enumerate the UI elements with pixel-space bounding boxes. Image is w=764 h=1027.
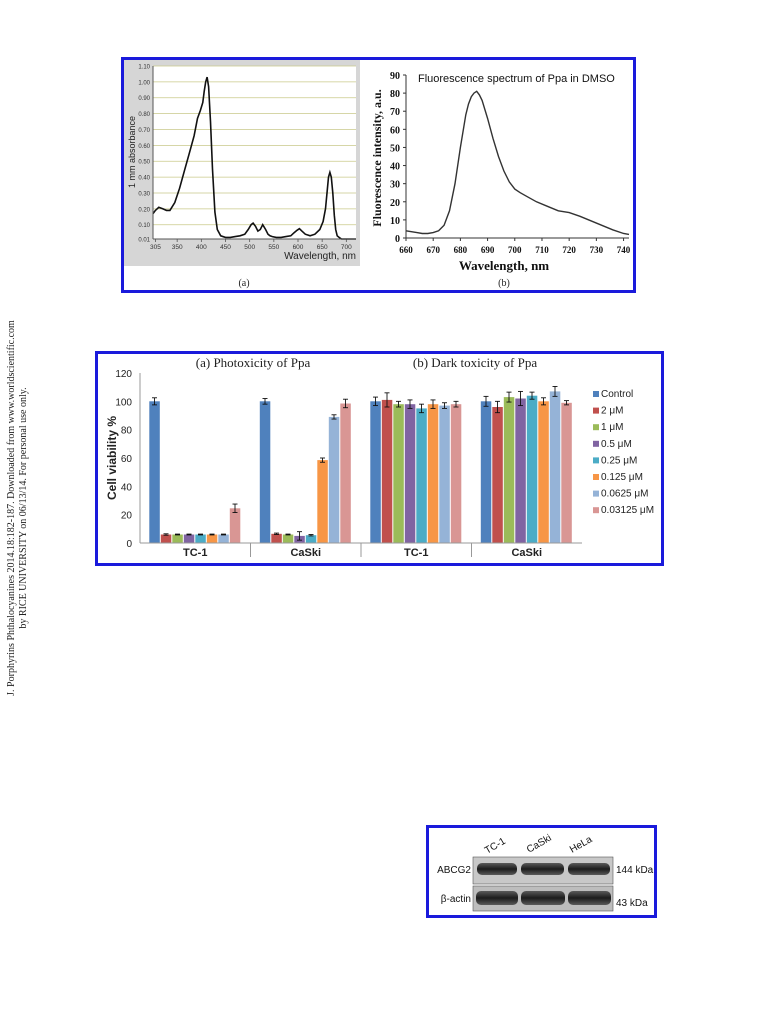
legend-swatch: [593, 474, 599, 480]
legend-swatch: [593, 408, 599, 414]
bar: [527, 396, 538, 543]
row-label-actin: β-actin: [440, 894, 471, 905]
bar: [416, 408, 427, 543]
bar: [439, 406, 450, 543]
actin-band-caski: [521, 891, 565, 905]
fluorescence-title: Fluorescence spectrum of Ppa in DMSO: [418, 73, 615, 85]
bar: [382, 400, 393, 543]
absorbance-y-axis-label: 1 mm absorbance: [127, 115, 137, 189]
fluorescence-y-tick-label: 80: [390, 89, 400, 101]
spectra-svg: [124, 60, 633, 290]
absorbance-y-tick-label: 0.50: [138, 159, 150, 166]
error-bar: [198, 534, 203, 535]
bar: [504, 397, 515, 543]
absorbance-y-tick-label: 0.70: [138, 127, 150, 134]
absorbance-x-axis-label: Wavelength, nm: [284, 251, 356, 262]
download-note: [6, 298, 30, 718]
legend-label: 0.125 μM: [601, 472, 643, 483]
absorbance-x-tick-label: 700: [340, 244, 352, 251]
absorbance-y-tick-label: 0.40: [138, 175, 150, 182]
bar: [271, 534, 282, 543]
legend-swatch: [593, 457, 599, 463]
absorbance-y-tick-label: 0.20: [138, 207, 150, 214]
legend-label: 0.03125 μM: [601, 505, 655, 517]
fluorescence-x-tick-label: 660: [399, 245, 413, 255]
abcg2-band-caski: [521, 863, 564, 875]
legend-swatch: [593, 391, 599, 397]
error-bar: [274, 533, 279, 534]
absorbance-x-tick-label: 400: [195, 244, 207, 251]
error-bar: [221, 534, 226, 535]
row-size-abcg2: 144 kDa: [616, 865, 654, 876]
legend-label: 2 μM: [601, 405, 624, 417]
fluorescence-x-tick-label: 670: [426, 245, 440, 255]
bar: [451, 404, 462, 543]
bar: [161, 535, 172, 544]
legend-label: 1 μM: [601, 422, 624, 434]
error-bar: [175, 534, 180, 535]
lane-label-tc1: TC-1: [483, 835, 508, 857]
dark-toxicity-section-title: (b) Dark toxicity of Ppa: [412, 355, 538, 370]
fluorescence-y-axis-label: Fluorescence intensity, a.u.: [370, 89, 384, 227]
category-label: CaSki: [290, 547, 322, 559]
bar: [405, 404, 416, 543]
abcg2-band-tc1: [477, 863, 517, 875]
error-bar: [187, 534, 192, 535]
viability-y-axis-label: Cell viability %: [105, 415, 119, 501]
legend-swatch: [593, 491, 599, 497]
bar: [172, 535, 183, 544]
bar: [184, 535, 195, 544]
absorbance-x-tick-label: 305: [149, 244, 161, 251]
bar: [561, 403, 572, 543]
bar: [370, 401, 381, 543]
row-label-abcg2: ABCG2: [437, 865, 471, 876]
western-blot-figure: [426, 825, 657, 918]
absorbance-x-tick-label: 600: [292, 244, 304, 251]
absorbance-y-tick-label: 1.00: [138, 80, 150, 87]
bar: [195, 535, 206, 544]
absorbance-y-tick-label: 0.60: [138, 143, 150, 150]
absorbance-y-tick-label: 1.10: [138, 64, 150, 71]
legend-swatch: [593, 507, 599, 513]
fluorescence-x-tick-label: 740: [616, 245, 631, 255]
legend-label: 0.0625 μM: [601, 488, 649, 500]
viability-y-tick-label: 60: [120, 454, 132, 465]
fluorescence-x-tick-label: 700: [508, 245, 522, 255]
bar: [538, 401, 549, 543]
spectra-figure: [121, 57, 636, 293]
absorbance-y-tick-label: 0.80: [138, 112, 150, 119]
legend-label: 0.25 μM: [601, 455, 638, 467]
bar: [317, 460, 328, 543]
absorbance-x-tick-label: 500: [244, 244, 256, 251]
lane-label-hela: HeLa: [568, 834, 595, 856]
legend-label: 0.5 μM: [601, 438, 632, 450]
fluorescence-y-tick-label: 60: [390, 125, 400, 137]
legend-label: Control: [601, 389, 634, 400]
bar: [428, 404, 439, 543]
bar: [149, 401, 160, 543]
absorbance-x-tick-label: 350: [171, 244, 183, 251]
error-bar: [286, 534, 291, 535]
abcg2-band-hela: [568, 863, 610, 875]
fluorescence-x-axis-label: Wavelength, nm: [458, 258, 550, 273]
toxicity-svg: [98, 354, 661, 563]
fluorescence-y-tick-label: 10: [390, 215, 400, 227]
bar: [481, 401, 492, 543]
fluorescence-x-tick-label: 720: [562, 245, 576, 255]
fluorescence-y-tick-label: 90: [390, 71, 400, 82]
viability-y-tick-label: 40: [120, 482, 132, 494]
bar: [329, 417, 340, 543]
bar: [515, 399, 526, 544]
legend-swatch: [593, 441, 599, 447]
actin-band-hela: [568, 891, 611, 905]
fluorescence-y-tick-label: 30: [390, 179, 400, 191]
western-blot-svg: [429, 828, 654, 915]
bar: [218, 535, 229, 544]
fluorescence-x-tick-label: 680: [453, 245, 468, 255]
absorbance-y-tick-label: 0.01: [138, 237, 150, 244]
absorbance-x-tick-label: 550: [268, 244, 280, 251]
category-label: TC-1: [183, 547, 208, 559]
bar: [230, 508, 241, 543]
toxicity-figure: [95, 351, 664, 566]
bar: [260, 401, 271, 543]
viability-y-tick-label: 100: [115, 397, 132, 409]
fluorescence-panel-label: (b): [498, 278, 510, 289]
bar: [492, 407, 503, 543]
error-bar: [210, 534, 215, 535]
viability-y-tick-label: 20: [120, 510, 132, 522]
bar: [550, 391, 561, 543]
absorbance-y-tick-label: 0.90: [138, 96, 150, 103]
absorbance-panel-label: (a): [238, 278, 250, 289]
absorbance-x-tick-label: 450: [220, 244, 231, 251]
download-note-line2: by RICE UNIVERSITY on 06/13/14. For personal use only.: [18, 387, 29, 629]
bar: [340, 404, 351, 544]
category-label: TC-1: [404, 547, 429, 559]
bar: [306, 535, 317, 543]
fluorescence-x-tick-label: 690: [480, 245, 495, 255]
actin-band-tc1: [476, 891, 518, 905]
viability-y-tick-label: 120: [115, 369, 132, 380]
viability-y-tick-label: 0: [126, 539, 132, 550]
photoxicity-section-title: (a) Photoxicity of Ppa: [195, 355, 311, 370]
absorbance-y-tick-label: 0.30: [138, 191, 150, 198]
bar: [207, 535, 218, 544]
download-note-line1: J. Porphyrins Phthalocyanines 2014.18:182-187. Downloaded from www.worldscientific.com: [6, 320, 17, 696]
bar: [393, 404, 404, 543]
lane-label-caski: CaSki: [525, 832, 554, 856]
row-size-actin: 43 kDa: [616, 898, 648, 909]
fluorescence-series-line: [406, 91, 629, 234]
fluorescence-y-tick-label: 20: [390, 197, 400, 209]
fluorescence-y-tick-label: 40: [390, 161, 400, 173]
absorbance-plot-area: [153, 66, 356, 239]
legend-swatch: [593, 424, 599, 430]
fluorescence-x-tick-label: 710: [535, 245, 549, 255]
absorbance-x-tick-label: 650: [316, 244, 328, 251]
bar: [283, 535, 294, 544]
fluorescence-x-tick-label: 730: [589, 245, 604, 255]
category-label: CaSki: [511, 547, 543, 559]
fluorescence-y-tick-label: 0: [395, 234, 400, 245]
fluorescence-y-tick-label: 70: [390, 107, 400, 119]
viability-y-tick-label: 80: [120, 425, 132, 437]
absorbance-y-tick-label: 0.10: [138, 223, 150, 230]
fluorescence-y-tick-label: 50: [390, 143, 400, 155]
